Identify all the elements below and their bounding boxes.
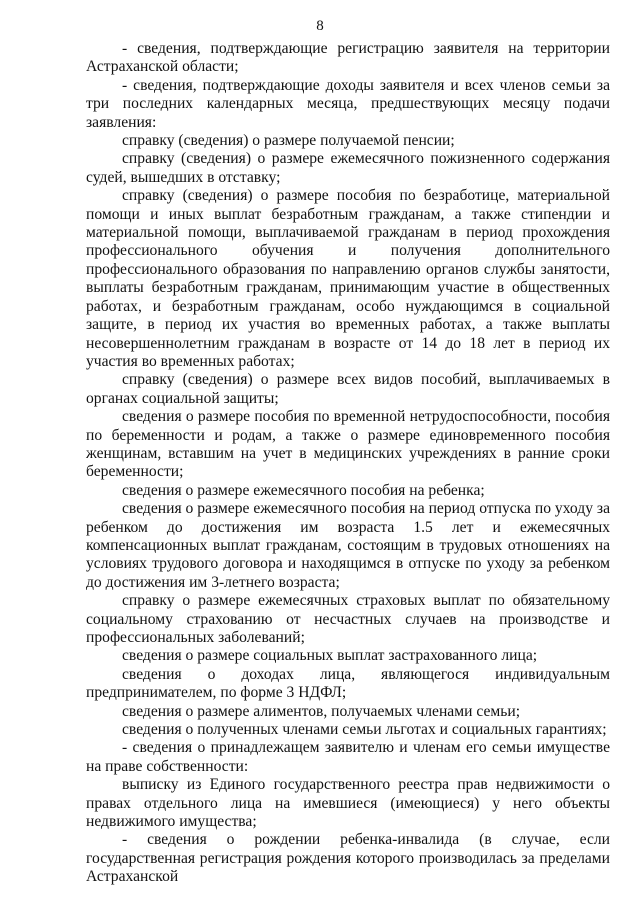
paragraph: - сведения о принадлежащем заявителю и членам его семьи имуществе на праве собственности: (86, 739, 610, 775)
paragraph: сведения о полученных членами семьи льготах и социальных гарантиях; (122, 721, 607, 739)
paragraph: сведения о размере социальных выплат застрахованного лица; (122, 647, 538, 665)
paragraph: выписку из Единого государственного реестра прав недвижимости о правах отдельного лица на имевшиеся (имеющиеся) у него объекты недвижимого имущества; (86, 776, 610, 831)
page-number: 8 (316, 18, 324, 34)
paragraph: сведения о размере алиментов, получаемых членами семьи; (122, 702, 521, 720)
paragraph: сведения о доходах лица, являющегося индивидуальным предпринимателем, по форме 3 НДФЛ; (86, 665, 610, 702)
paragraph: справку (сведения) о размере получаемой пенсии; (122, 132, 455, 150)
paragraph: - сведения, подтверждающие регистрацию заявителя на территории Астраханской области; (86, 40, 610, 76)
document-body (86, 40, 610, 887)
paragraph: сведения о размере пособия по временной нетрудоспособности, пособия по беременности и родам, а также о размере единовременного пособия женщинам, вставшим на учет в медицинских учреждениях в ранние сроки беременности; (86, 408, 610, 481)
paragraph: справку (сведения) о размере всех видов пособий, выплачиваемых в органах социальной защиты; (86, 371, 610, 407)
paragraph: справку о размере ежемесячных страховых выплат по обязательному социальному страхованию от несчастных случаев на производстве и профессиональных заболеваний; (86, 592, 610, 646)
paragraph: - сведения о рождении ребенка-инвалида (в случае, если государственная регистрация рождения которого производилась за пределами Астраханской (86, 831, 610, 886)
paragraph: сведения о размере ежемесячного пособия на период отпуска по уходу за ребенком до достижения им возраста 1.5 лет и ежемесячных компенсационных выплат гражданам, состоящим в трудовых отношениях на условиях трудового договора и находящимся в отпуске по уходу за ребенком до достижения им 3-летнего возраста; (86, 500, 610, 591)
paragraph: справку (сведения) о размере пособия по безработице, материальной помощи и иных выплат безработным гражданам, а также стипендии и материальной помощи, выплачиваемой гражданам в период прохождения профессионального обучения и получения дополнительного профессионального образования по направлению органов службы занятости, выплаты безработным гражданам, принимающим участие в общественных работах, и безработным гражданам, особо нуждающимся в социальной защите, в период их участия во временных работах, а также выплаты несовершеннолетним гражданам в возрасте от 14 до 18 лет в период их участия во временных работах; (86, 187, 610, 370)
paragraph: справку (сведения) о размере ежемесячного пожизненного содержания судей, вышедших в отставку; (86, 150, 610, 186)
paragraph: сведения о размере ежемесячного пособия на ребенка; (122, 481, 485, 499)
paragraph: - сведения, подтверждающие доходы заявителя и всех членов семьи за три последних календарных месяца, предшествующих месяцу подачи заявления: (86, 76, 610, 131)
